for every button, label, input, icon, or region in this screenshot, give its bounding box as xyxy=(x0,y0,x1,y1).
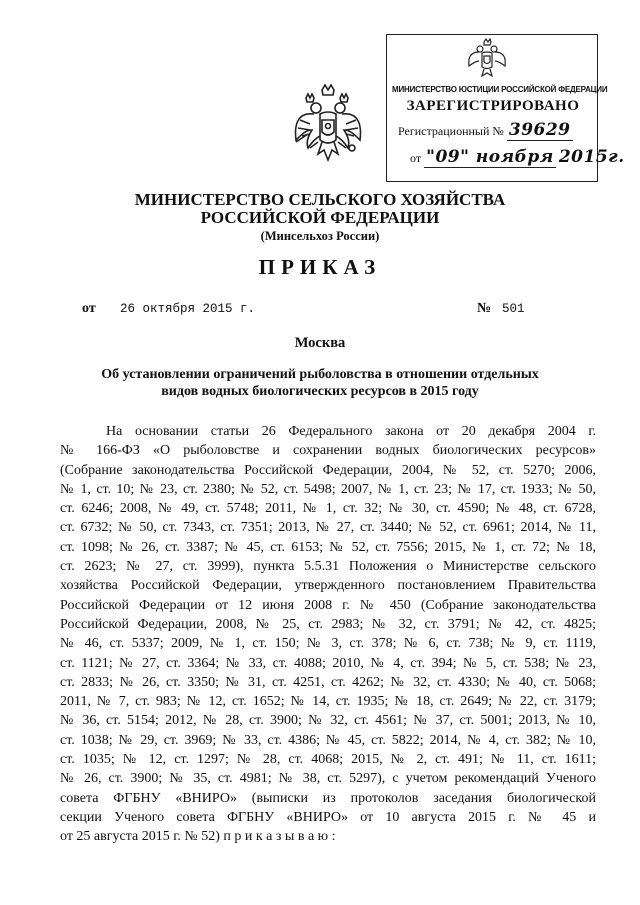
body-line: ст. 1038; № 29, ст. 3969; № 33, ст. 4386; № 45, ст. 5822; 2014, № 4, ст. 382; № 10, xyxy=(60,732,596,748)
body-line: от 25 августа 2015 г. № 52) п р и к а з ы в а ю : xyxy=(60,829,336,845)
body-line: Российской Федерации от 12 июня 2008 г. № 450 (Собрание законодательства xyxy=(60,597,596,613)
body-line: № 166-ФЗ «О рыболовстве и сохранении водных биологических ресурсов» xyxy=(60,443,596,459)
order-date: 26 октября 2015 г. xyxy=(120,302,256,316)
body-line: совета ФГБНУ «ВНИРО» (выписки из протоколов заседания биологической xyxy=(60,790,596,806)
city-name: Москва xyxy=(294,335,346,351)
coat-of-arms-icon xyxy=(292,84,364,170)
body-line: № 46, ст. 5337; 2009, № 1, ст. 150; № 3, ст. 378; № 6, ст. 738; № 9, ст. 1119, xyxy=(60,636,596,652)
stamp-registration-line xyxy=(398,120,573,140)
body-line: № 1, ст. 10; № 23, ст. 2380; № 52, ст. 5498; 2007, № 1, ст. 23; № 17, ст. 1933; № 50, xyxy=(60,481,596,497)
stamp-reg-number-label: Регистрационный № xyxy=(398,124,504,138)
order-number: 501 xyxy=(502,302,525,316)
stamp-date-year: 2015г. xyxy=(558,147,625,167)
stamp-ministry-label: МИНИСТЕРСТВО ЮСТИЦИИ РОССИЙСКОЙ ФЕДЕРАЦИИ xyxy=(392,85,608,94)
stamp-date-line xyxy=(410,147,625,167)
order-subject-line2: видов водных биологических ресурсов в 2015 году xyxy=(161,384,479,399)
order-subject xyxy=(90,366,550,400)
body-line: (Собрание законодательства Российской Федерации, 2004, № 52, ст. 5270; 2006, xyxy=(60,462,596,478)
body-line: ст. 2833; № 26, ст. 3350; № 31, ст. 4251, ст. 4262; № 32, ст. 4330; № 40, ст. 5068; xyxy=(60,674,596,690)
order-body xyxy=(60,422,596,847)
body-line: ст. 6732; № 50, ст. 7343, ст. 7351; 2013, № 27, ст. 3440; № 52, ст. 6961; 2014, № 11, xyxy=(60,520,596,536)
ministry-name xyxy=(0,191,640,227)
stamp-date-value: "09" ноября xyxy=(426,147,554,167)
body-line: хозяйства Российской Федерации, утвержденного постановлением Правительства xyxy=(60,578,596,594)
stamp-emblem-icon xyxy=(467,38,507,80)
ministry-short-name: (Минсельхоз России) xyxy=(260,229,380,243)
stamp-reg-number-value: 39629 xyxy=(508,120,571,140)
stamp-registered-label: ЗАРЕГИСТРИРОВАНО xyxy=(406,98,580,114)
body-line: ст. 1098; № 26, ст. 3387; № 45, ст. 6153; № 52, ст. 7556; 2015, № 1, ст. 72; № 18, xyxy=(60,539,596,555)
body-line: № 26, ст. 3900; № 35, ст. 4981; № 38, ст. 5297), с учетом рекомендаций Ученого xyxy=(60,771,596,787)
order-title: ПРИКАЗ xyxy=(258,255,382,279)
body-line: Российской Федерации, 2008, № 25, ст. 2983; № 32, ст. 3791; № 42, ст. 4825; xyxy=(60,616,596,632)
ministry-name-line2: РОССИЙСКОЙ ФЕДЕРАЦИИ xyxy=(200,208,440,227)
ministry-name-line1: МИНИСТЕРСТВО СЕЛЬСКОГО ХОЗЯЙСТВА xyxy=(134,190,506,209)
body-line: ст. 1121; № 27, ст. 3364; № 33, ст. 4088; 2010, № 4, ст. 394; № 5, ст. 538; № 23, xyxy=(60,655,596,671)
body-line: секции Ученого совета ФГБНУ «ВНИРО» от 10 августа 2015 г. № 45 и xyxy=(60,809,596,825)
body-line: № 36, ст. 5154; 2012, № 28, ст. 3900; № 32, ст. 4561; № 37, ст. 5001; 2013, № 10, xyxy=(60,713,596,729)
body-line: ст. 6246; 2008, № 49, ст. 5748; 2011, № 1, ст. 32; № 30, ст. 4590; № 48, ст. 6728, xyxy=(60,501,596,517)
order-date-prefix: от xyxy=(82,301,96,316)
body-line: ст. 1035; № 12, ст. 1297; № 28, ст. 4068; 2015, № 2, ст. 491; № 11, ст. 1611; xyxy=(60,752,596,768)
body-line: 2011, № 7, ст. 983; № 12, ст. 1652; № 14, ст. 1935; № 18, ст. 2649; № 22, ст. 3179; xyxy=(60,694,596,710)
body-line: ст. 2623; № 27, ст. 3999), пункта 5.5.31 Положения о Министерстве сельского xyxy=(60,559,596,575)
body-line: На основании статьи 26 Федерального закона от 20 декабря 2004 г. xyxy=(106,424,596,439)
stamp-date-label: от xyxy=(410,151,422,165)
order-number-prefix: № xyxy=(477,301,492,316)
order-subject-line1: Об установлении ограничений рыболовства в отношении отдельных xyxy=(101,367,539,382)
